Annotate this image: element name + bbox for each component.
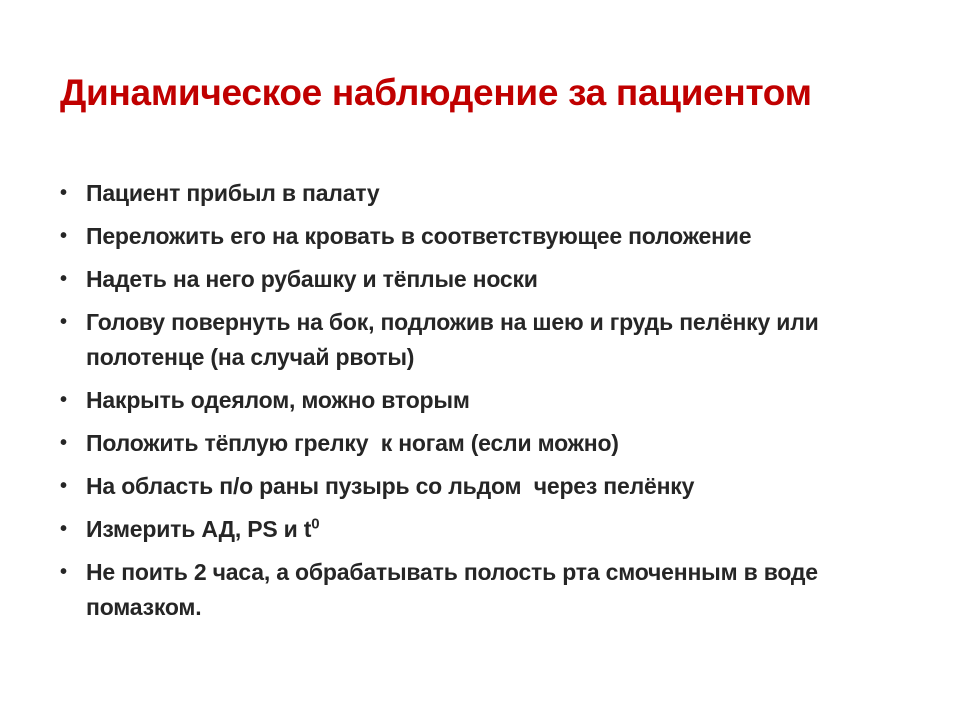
bullet-icon: •: [60, 182, 67, 204]
list-item-text: Измерить АД, PS и t: [86, 516, 312, 542]
slide-title: Динамическое наблюдение за пациентом: [60, 72, 812, 113]
list-item-text: Надеть на него рубашку и тёплые носки: [86, 266, 538, 292]
bullet-icon: •: [60, 475, 67, 497]
list-item-text: Накрыть одеялом, можно вторым: [86, 387, 470, 413]
list-item: [60, 426, 900, 461]
list-item: [60, 262, 900, 297]
bullet-icon: •: [60, 311, 67, 333]
list-item-text: Переложить его на кровать в соответствующее положение: [86, 223, 752, 249]
bullet-icon: •: [60, 518, 67, 540]
list-item: [60, 512, 900, 547]
bullet-list: [60, 176, 900, 633]
list-item: [60, 469, 900, 504]
list-item: [60, 219, 900, 254]
list-item-text: Положить тёплую грелку к ногам (если можно): [86, 430, 619, 456]
list-item-text: Не поить 2 часа, а обрабатывать полость рта смоченным в воде помазком.: [86, 559, 818, 620]
bullet-icon: •: [60, 432, 67, 454]
list-item-text: Пациент прибыл в палату: [86, 180, 380, 206]
list-item-text: Голову повернуть на бок, подложив на шею и грудь пелёнку или полотенце (на случай рвоты): [86, 309, 819, 370]
list-item-text: На область п/о раны пузырь со льдом через пелёнку: [86, 473, 695, 499]
bullet-icon: •: [60, 389, 67, 411]
bullet-icon: •: [60, 225, 67, 247]
list-item: [60, 176, 900, 211]
list-item: [60, 555, 900, 625]
bullet-icon: •: [60, 561, 67, 583]
superscript-zero: 0: [311, 515, 320, 533]
list-item: [60, 383, 900, 418]
bullet-icon: •: [60, 268, 67, 290]
list-item: [60, 305, 900, 375]
